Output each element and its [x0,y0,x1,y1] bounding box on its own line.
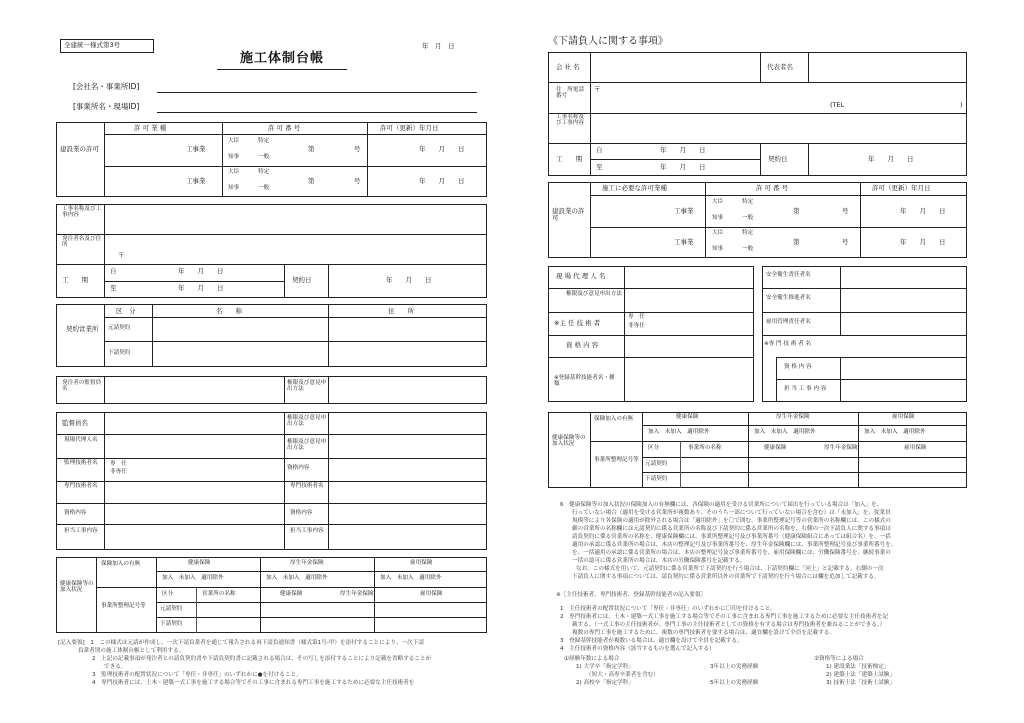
col-permit-type: 許 可 業 種 [134,124,167,132]
permit-section-label: 建設業の許可 [60,145,99,153]
site-id-line [157,112,477,113]
sub-staff-right [762,266,967,402]
site-id-label: [事業所名・現場ID] [73,102,140,111]
col-permit-number: 許 可 番 号 [268,124,301,132]
address-label: 住 所電話番号 [556,87,584,99]
title-underline [217,69,347,70]
right-header: 《下請負人に関する事項》 [548,36,668,47]
company-id-line [157,92,477,93]
col-permit-date: 許可（更新）年月日 [380,124,439,132]
contract-office-label: 契約営業所 [66,325,99,333]
orderer-label: 発注者名及び住所 [62,236,102,248]
orderer-supervisor-table [56,376,487,404]
insurance-section-label: 健康保険等の加入状況 [60,581,94,593]
form-number: 全建統一様式第3号 [64,41,121,49]
company-name-label: 会 社 名 [556,63,580,71]
page-title: 施工体制台帳 [240,51,325,66]
sub-permit-table [548,182,967,258]
representative-label: 代表者名 [767,63,793,71]
work-name-label: 工事名称及び工事内容 [62,206,102,218]
period-label: 工 期 [62,276,88,284]
company-id-label: [会社名・事業所ID] [73,82,140,91]
work-label: 工事名称及び工事内容 [556,114,584,126]
date-label: 年 月 日 [422,42,455,50]
